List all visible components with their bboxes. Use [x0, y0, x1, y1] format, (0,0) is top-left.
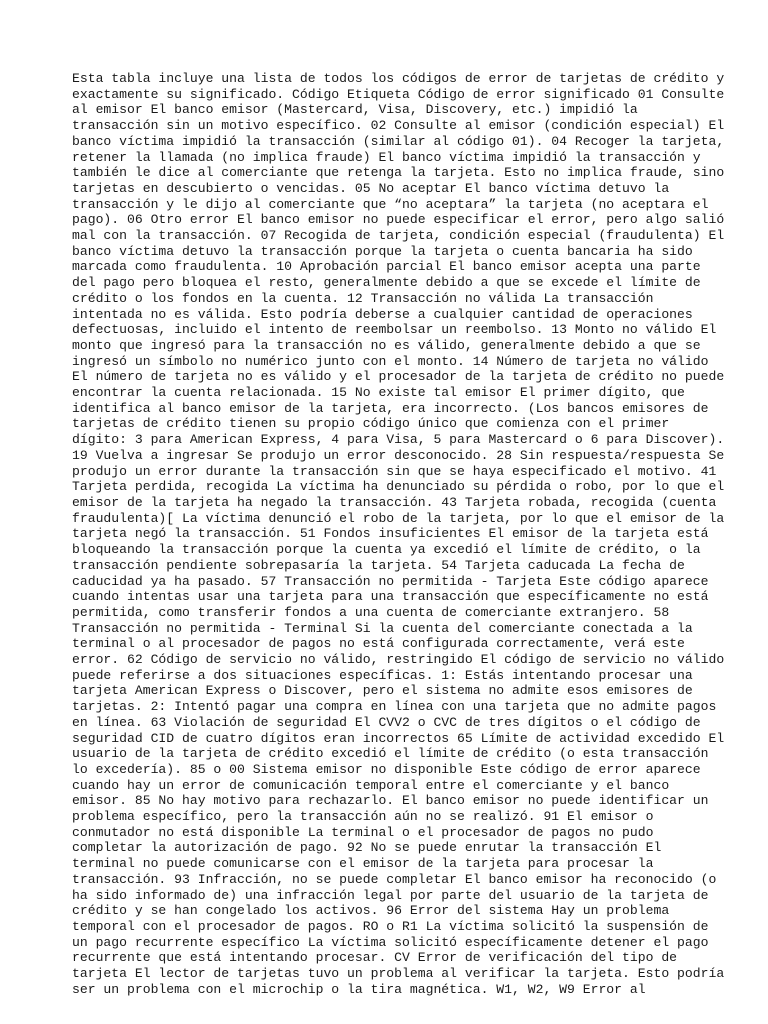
text-line: banco víctima detuvo la transacción porque la tarjeta o cuenta bancaria ha sido	[72, 243, 693, 259]
text-line: marcada como fraudulenta. 10 Aprobación parcial El banco emisor acepta una parte	[72, 259, 701, 275]
text-line: Esta tabla incluye una lista de todos los códigos de error de tarjetas de crédito y	[72, 71, 725, 86]
text-line: transacción sin un motivo específico. 02 Consulte al emisor (condición especial) El	[72, 118, 725, 134]
text-line: tarjeta American Express o Discover, pero el sistema no admite esos emisores de	[72, 683, 693, 699]
text-line: problema específico, pero la transacción aún no se realizó. 91 El emisor o	[72, 809, 654, 825]
text-line: transacción pendiente sobrepasaría la tarjeta. 54 Tarjeta caducada La fecha de	[72, 557, 685, 573]
text-line: en línea. 63 Violación de seguridad El CVV2 o CVC de tres dígitos o el código de	[72, 714, 701, 730]
text-line: completar la autorización de pago. 92 No se puede enrutar la transacción El	[72, 840, 662, 856]
text-line: temporal con el procesador de pagos. RO o R1 La víctima solicitó la suspensión de	[72, 918, 709, 934]
text-line: intentada no es válida. Esto podría deberse a cualquier cantidad de operaciones	[72, 306, 693, 322]
text-line: 19 Vuelva a ingresar Se produjo un error desconocido. 28 Sin respuesta/respuesta Se	[72, 447, 725, 463]
text-line: identifica al banco emisor de la tarjeta, era incorrecto. (Los bancos emisores de	[72, 400, 709, 416]
text-line: El número de tarjeta no es válido y el procesador de la tarjeta de crédito no puede	[72, 369, 725, 385]
text-line: ha sido informado de) una infracción legal por parte del usuario de la tarjeta de	[72, 887, 709, 903]
text-line: tarjeta El lector de tarjetas tuvo un problema al verificar la tarjeta. Esto podría	[72, 966, 725, 982]
text-line: permitida, como transferir fondos a una cuenta de comerciante extranjero. 58	[72, 604, 670, 620]
text-line: caducidad ya ha pasado. 57 Transacción no permitida - Tarjeta Este código aparece	[72, 573, 709, 589]
text-line: transacción y le dijo al comerciante que “no aceptara” la tarjeta (no aceptara el	[72, 196, 709, 212]
text-line: al emisor El banco emisor (Mastercard, Visa, Discovery, etc.) impidió la	[72, 102, 638, 118]
text-line: usuario de la tarjeta de crédito excedió el límite de crédito (o esta transacción	[72, 746, 709, 762]
document-body-text	[72, 71, 725, 997]
text-line: pago). 06 Otro error El banco emisor no puede especificar el error, pero algo salió	[72, 212, 725, 228]
text-line: banco víctima impidió la transacción (similar al código 01). 04 Recoger la tarjeta,	[72, 133, 725, 149]
text-line: terminal no puede comunicarse con el emisor de la tarjeta para procesar la	[72, 856, 654, 872]
text-line: bloqueando la transacción porque la cuenta ya excedió el límite de crédito, o la	[72, 542, 701, 558]
text-line: también le dice al comerciante que retenga la tarjeta. Esto no implica fraude, sino	[72, 165, 725, 181]
text-line: defectuosas, incluido el intento de reembolsar un reembolso. 13 Monto no válido El	[72, 322, 717, 338]
text-line: puede referirse a dos situaciones específicas. 1: Estás intentando procesar una	[72, 667, 693, 683]
text-line: mal con la transacción. 07 Recogida de tarjeta, condición especial (fraudulenta) El	[72, 228, 725, 244]
text-line: crédito y se han congelado los activos. 96 Error del sistema Hay un problema	[72, 903, 670, 919]
text-line: lo excedería). 85 o 00 Sistema emisor no disponible Este código de error aparece	[72, 761, 701, 777]
text-line: un pago recurrente específico La víctima solicitó específicamente detener el pago	[72, 934, 709, 950]
text-line: recurrente que está intentando procesar. CV Error de verificación del tipo de	[72, 950, 678, 966]
text-line: exactamente su significado. Código Etiqueta Código de error significado 01 Consulte	[72, 86, 725, 102]
text-line: retener la llamada (no implica fraude) El banco víctima impidió la transacción y	[72, 149, 701, 165]
text-line: del pago pero bloquea el resto, generalmente debido a que se excede el límite de	[72, 275, 701, 291]
text-line: ingresó un símbolo no numérico junto con el monto. 14 Número de tarjeta no válido	[72, 353, 709, 369]
text-line: emisor de la tarjeta ha negado la transacción. 43 Tarjeta robada, recogida (cuenta	[72, 494, 717, 510]
text-line: cuando hay un error de comunicación temporal entre el comerciante y el banco	[72, 777, 670, 793]
text-line: terminal o al procesador de pagos no está configurada correctamente, verá este	[72, 636, 685, 652]
text-line: ser un problema con el microchip o la tira magnética. W1, W2, W9 Error al	[72, 981, 646, 997]
text-line: monto que ingresó para la transacción no es válido, generalmente debido a que se	[72, 337, 701, 353]
text-line: produjo un error durante la transacción sin que se haya especificado el motivo. 41	[72, 463, 717, 479]
text-line: tarjetas de crédito tienen su propio código único que comienza con el primer	[72, 416, 670, 432]
text-line: error. 62 Código de servicio no válido, restringido El código de servicio no válido	[72, 652, 725, 668]
text-line: cuando intentas usar una tarjeta para una transacción que específicamente no está	[72, 589, 709, 605]
text-line: tarjeta negó la transacción. 51 Fondos insuficientes El emisor de la tarjeta está	[72, 526, 709, 542]
text-line: emisor. 85 No hay motivo para rechazarlo. El banco emisor no puede identificar un	[72, 793, 709, 809]
text-line: seguridad CID de cuatro dígitos eran incorrectos 65 Límite de actividad excedido El	[72, 730, 725, 746]
text-line: Tarjeta perdida, recogida La víctima ha denunciado su pérdida o robo, por lo que el	[72, 479, 725, 495]
text-line: Transacción no permitida - Terminal Si la cuenta del comerciante conectada a la	[72, 620, 693, 636]
text-line: conmutador no está disponible La terminal o el procesador de pagos no pudo	[72, 824, 654, 840]
text-line: crédito o los fondos en la cuenta. 12 Transacción no válida La transacción	[72, 290, 654, 306]
text-line: tarjetas en descubierto o vencidas. 05 No aceptar El banco víctima detuvo la	[72, 180, 670, 196]
text-line: dígito: 3 para American Express, 4 para Visa, 5 para Mastercard o 6 para Discover).	[72, 432, 725, 448]
text-line: transacción. 93 Infracción, no se puede completar El banco emisor ha reconocido (o	[72, 871, 717, 887]
text-line: tarjetas. 2: Intentó pagar una compra en línea con una tarjeta que no admite pagos	[72, 699, 717, 715]
text-line: encontrar la cuenta relacionada. 15 No existe tal emisor El primer dígito, que	[72, 385, 685, 401]
text-line: fraudulenta)[ La víctima denunció el robo de la tarjeta, por lo que el emisor de la	[72, 510, 725, 526]
